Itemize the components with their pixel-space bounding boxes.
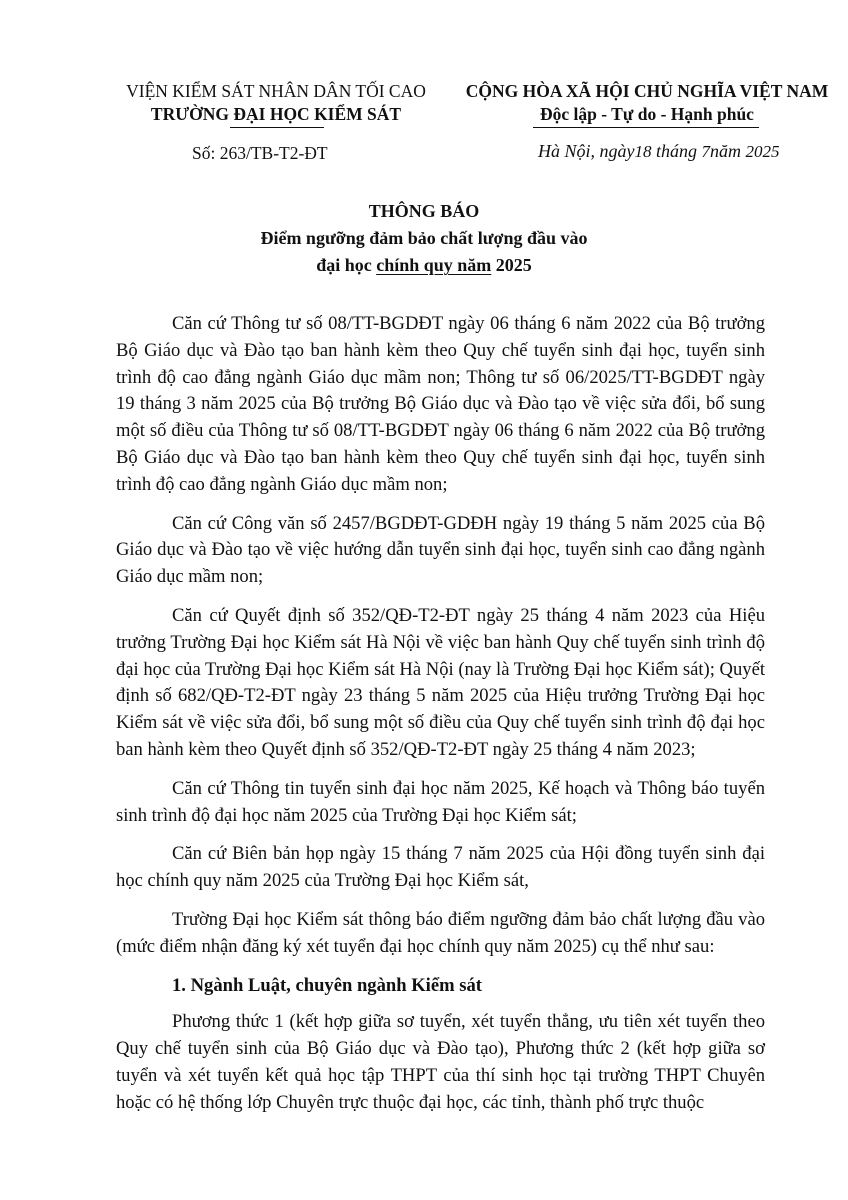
notice-title xyxy=(0,198,848,279)
nation-motto: Độc lập - Tự do - Hạnh phúc xyxy=(540,104,754,124)
agency-name: TRƯỜNG ĐẠI HỌC KIỂM SÁT xyxy=(150,104,402,124)
document-body xyxy=(116,311,765,1129)
subtitle-2-underlined: chính quy năm xyxy=(376,255,492,275)
paragraph-2: Căn cứ Công văn số 2457/BGDĐT-GDĐH ngày 19 tháng 5 năm 2025 của Bộ Giáo dục và Đào tạo về việc hướng dẫn tuyển sinh đại học, tuyển sinh cao đẳng ngành Giáo dục mầm non; xyxy=(116,512,765,588)
notice-subtitle-2 xyxy=(0,252,848,279)
agency-header xyxy=(96,80,456,126)
section-heading-1: 1. Ngành Luật, chuyên ngành Kiểm sát xyxy=(172,974,482,996)
date-month: 7 xyxy=(701,142,711,161)
notice-heading: THÔNG BÁO xyxy=(368,201,480,221)
date-month-word: tháng xyxy=(656,141,698,161)
nation-header xyxy=(462,80,832,126)
paragraph-5: Căn cứ Biên bản họp ngày 15 tháng 7 năm 2025 của Hội đồng tuyển sinh đại học chính quy năm 2025 của Trường Đại học Kiểm sát, xyxy=(116,843,765,892)
paragraph-6: Trường Đại học Kiểm sát thông báo điểm ngưỡng đảm bảo chất lượng đầu vào (mức điểm nhận đăng ký xét tuyển đại học chính quy năm 2025) cụ thể như sau: xyxy=(116,908,765,957)
date-place: Hà Nội, ngày xyxy=(538,141,635,161)
subtitle-2-pre: đại học xyxy=(316,255,377,275)
date-day: 18 xyxy=(634,142,652,161)
paragraph-4: Căn cứ Thông tin tuyển sinh đại học năm 2025, Kế hoạch và Thông báo tuyển sinh trình độ đại học năm 2025 của Trường Đại học Kiểm sát; xyxy=(116,777,765,826)
notice-subtitle-1: Điểm ngưỡng đảm bảo chất lượng đầu vào xyxy=(260,228,588,248)
date-year-word: năm xyxy=(710,141,742,161)
agency-underline xyxy=(230,127,324,128)
paragraph-3: Căn cứ Quyết định số 352/QĐ-T2-ĐT ngày 25 tháng 4 năm 2023 của Hiệu trưởng Trường Đại học Kiểm sát Hà Nội về việc ban hành Quy chế tuyển sinh trình độ đại học của Trường Đại học Kiểm sát Hà Nội (nay là Trường Đại học Kiểm sát); Quyết định số 682/QĐ-T2-ĐT ngày 23 tháng 5 năm 2025 của Hiệu trưởng Trường Đại học Kiểm sát về việc sửa đổi, bổ sung một số điều của Quy chế tuyển sinh trình độ đại học ban hành kèm theo Quyết định số 352/QĐ-T2-ĐT ngày 25 tháng 4 năm 2023; xyxy=(116,604,765,760)
motto-underline xyxy=(533,127,759,128)
document-number: Số: 263/TB-T2-ĐT xyxy=(192,143,328,163)
nation-name: CỘNG HÒA XÃ HỘI CHỦ NGHĨA VIỆT NAM xyxy=(465,81,829,101)
date-line xyxy=(538,141,780,162)
paragraph-7: Phương thức 1 (kết hợp giữa sơ tuyển, xét tuyển thẳng, ưu tiên xét tuyển theo Quy chế tuyển sinh của Bộ Giáo dục và Đào tạo), Phương thức 2 (kết hợp giữa sơ tuyển và xét tuyển kết quả học tập THPT của thí sinh học tại trường THPT Chuyên hoặc có hệ thống lớp Chuyên trực thuộc đại học, các tỉnh, thành phố trực thuộc xyxy=(116,1011,765,1113)
paragraph-1: Căn cứ Thông tư số 08/TT-BGDĐT ngày 06 tháng 6 năm 2022 của Bộ trưởng Bộ Giáo dục và Đào tạo ban hành kèm theo Quy chế tuyển sinh đại học, tuyển sinh trình độ cao đẳng ngành Giáo dục mầm non; Thông tư số 06/2025/TT-BGDĐT ngày 19 tháng 3 năm 2025 của Bộ trưởng Bộ Giáo dục và Đào tạo về việc sửa đổi, bổ sung một số điều của Thông tư số 08/TT-BGDĐT ngày 06 tháng 6 năm 2022 của Bộ trưởng Bộ Giáo dục và Đào tạo ban hành kèm theo Quy chế tuyển sinh đại học, tuyển sinh trình độ cao đẳng ngành Giáo dục mầm non; xyxy=(116,313,765,495)
agency-parent-name: VIỆN KIỂM SÁT NHÂN DÂN TỐI CAO xyxy=(126,81,426,101)
date-year: 2025 xyxy=(745,142,780,161)
subtitle-2-post: 2025 xyxy=(491,255,532,275)
